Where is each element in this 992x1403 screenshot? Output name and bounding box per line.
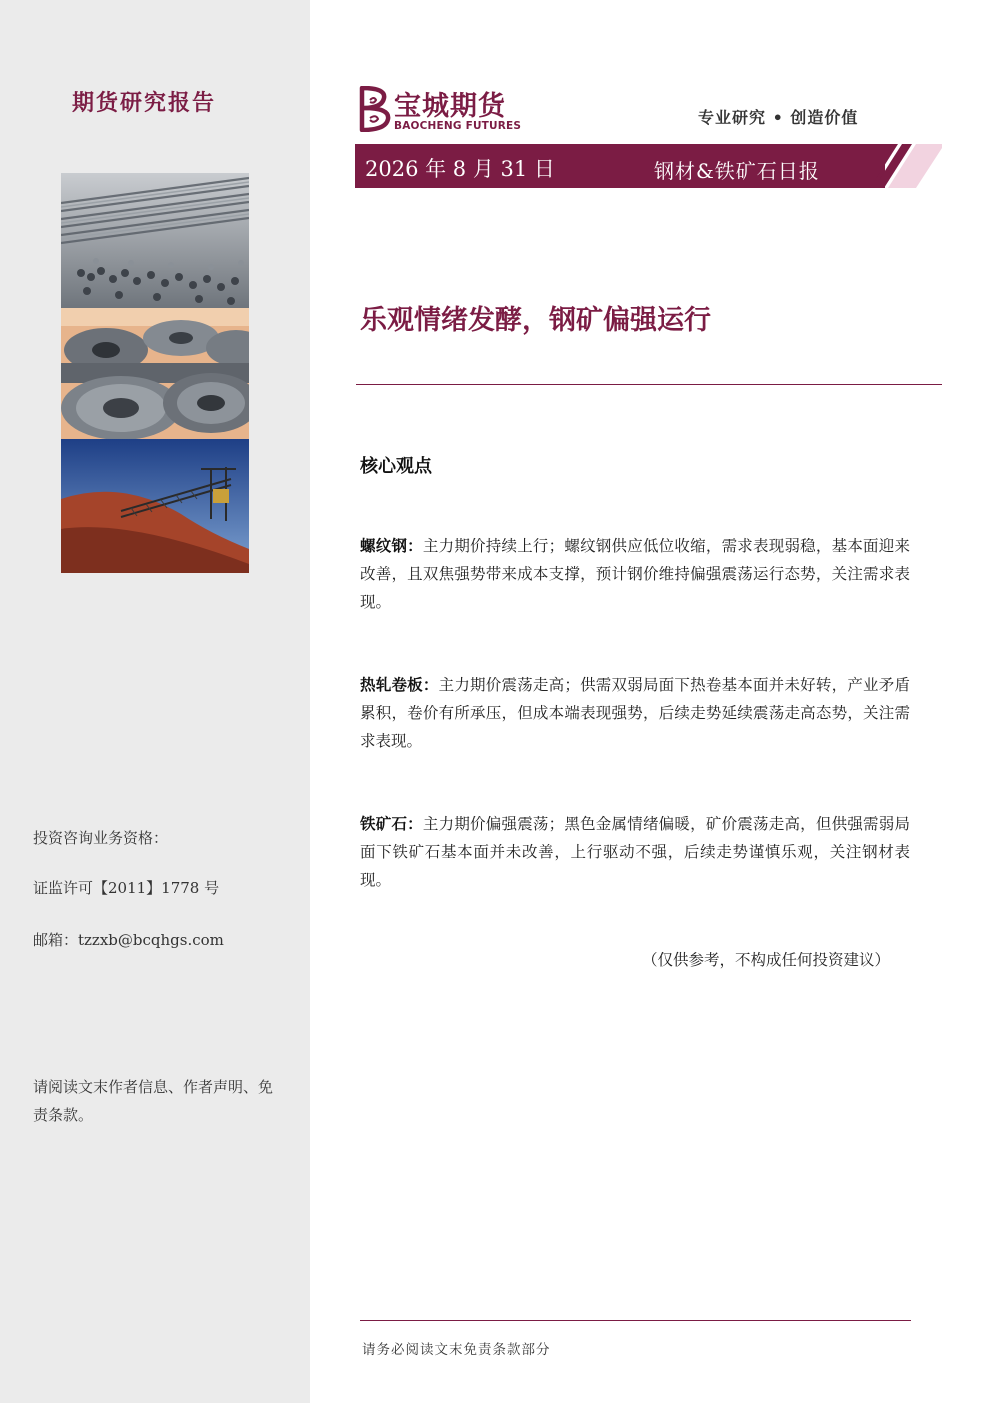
report-name: 钢材&铁矿石日报 [654, 159, 820, 183]
license-number: 证监许可【2011】1778 号 [33, 879, 220, 897]
iron-ore-photo [61, 439, 249, 573]
banner-stripes-icon [862, 144, 942, 188]
core-view-title: 核心观点 [360, 456, 432, 477]
investment-disclaimer: （仅供参考，不构成任何投资建议） [642, 951, 891, 969]
sidebar [0, 0, 310, 1403]
baocheng-logo [356, 86, 526, 136]
logo-chinese-name: 宝城期货 [394, 91, 506, 122]
report-date: 2026 年 8 月 31 日 [365, 157, 555, 181]
iron-ore-text: 主力期价偏强震荡；黑色金属情绪偏暖，矿价震荡走高，但供强需弱局面下铁矿石基本面并未改善，上行驱动不强，后续走势谨慎乐观，关注钢材表现。 [360, 815, 910, 889]
rebar-photo [61, 173, 249, 308]
steel-coil-photo [61, 308, 249, 439]
hot-rolled-coil-label: 热轧卷板： [360, 675, 439, 694]
rebar-text: 主力期价持续上行；螺纹钢供应低位收缩，需求表现弱稳，基本面迎来改善，且双焦强势带来成本支撑，预计钢价维持偏强震荡运行态势，关注需求表现。 [360, 537, 910, 611]
logo-english-name: BAOCHENG FUTURES [394, 120, 522, 132]
slogan: 专业研究 • 创造价值 [698, 108, 859, 127]
logo-b-icon [356, 86, 392, 132]
footer-notice: 请务必阅读文末免责条款部分 [362, 1342, 551, 1358]
headline: 乐观情绪发酵，钢矿偏强运行 [360, 305, 711, 336]
rebar-paragraph [360, 532, 910, 616]
divider [356, 384, 942, 385]
iron-ore-paragraph [360, 810, 910, 894]
footer-divider [360, 1320, 911, 1321]
hot-rolled-coil-paragraph [360, 671, 910, 755]
qualification-label: 投资咨询业务资格： [33, 829, 169, 847]
hot-rolled-coil-text: 主力期价震荡走高；供需双弱局面下热卷基本面并未好转，产业矛盾累积，卷价有所承压，但成本端表现强势，后续走势延续震荡走高态势，关注需求表现。 [360, 676, 910, 750]
iron-ore-label: 铁矿石： [360, 814, 423, 833]
report-type-title: 期货研究报告 [72, 90, 217, 116]
contact-email[interactable]: 邮箱：tzzxb@bcqhgs.com [33, 931, 224, 949]
rebar-label: 螺纹钢： [360, 536, 423, 555]
read-notice: 请阅读文末作者信息、作者声明、免责条款。 [33, 1078, 274, 1124]
